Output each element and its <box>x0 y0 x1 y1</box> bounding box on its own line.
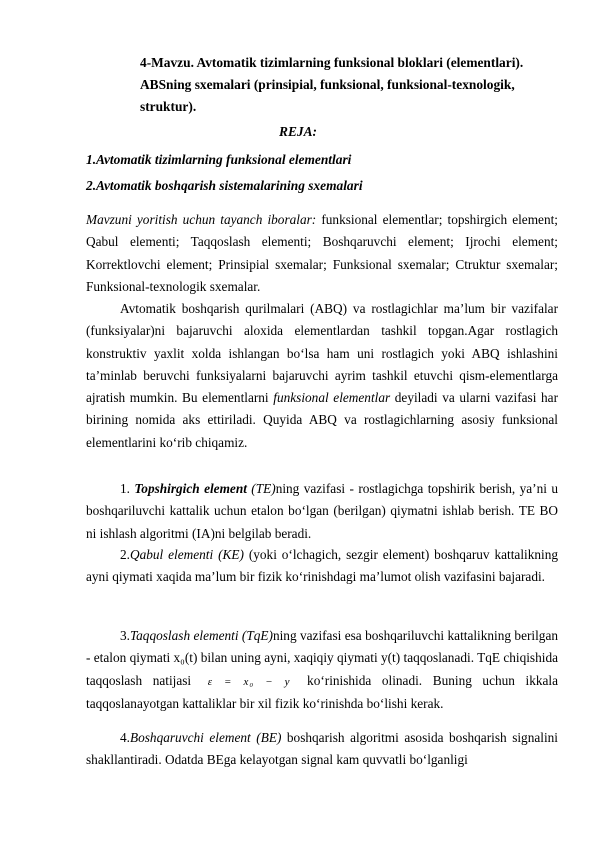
item-1-paragraph <box>86 478 558 545</box>
item-1-name: Topshirgich element <box>134 481 247 496</box>
item-3-paragraph <box>86 625 558 715</box>
item-3-name: Taqqoslash elementi (TqE) <box>129 628 273 643</box>
item-4-text: boshqarish algoritmi asosida boshqarish signalini shakllantiradi. Odatda BEga kelayotgan signal kam quvvatli bo‘lganligi <box>86 730 558 768</box>
plan-heading: REJA: <box>279 124 317 139</box>
item-2-paragraph <box>86 544 558 589</box>
keywords-lead: Mavzuni yoritish uchun tayanch iboralar: <box>86 212 317 227</box>
title-line-3: struktur). <box>140 99 197 114</box>
intro-text-b: deyiladi va ularni vazifasi har birining nomida aks ettiriladi. Quyida ABQ va rostlagichlarning asosiy funksional elementlarini ko‘rib chiqamiz. <box>86 390 558 450</box>
item-1-number: 1. <box>120 481 135 496</box>
item-4-name: Boshqaruvchi element (BE) <box>129 730 282 745</box>
item-3-text-a: ning vazifasi esa boshqariluvchi kattalikning berilgan - etalon qiymati x₀(t) bilan uning ayni, xaqiqiy qiymati y(t) taqqoslanadi. TqE chiqishida taqqoslash natijasi <box>86 628 558 688</box>
item-3-text-b: ko‘rinishida olinadi. Buning uchun ikkala taqqoslanayotgan kattaliklar bir xil fizik ko‘rinishda bo‘lishi kerak. <box>86 672 558 711</box>
item-1-text: ning vazifasi - rostlagichga topshirik berish, ya’ni u boshqariluvchi kattalik uchun etalon bo‘lgan (berilgan) qiymatni ishlab berish. TE BO ni ishlash algoritmi (IA)ni belgilab beradi. <box>86 481 558 541</box>
item-2-text: (yoki o‘lchagich, sezgir element) boshqaruv kattalikning ayni qiymati xaqida ma’lum bir fizik ko‘rinishdagi ma’lumot olish vazifasini bajaradi. <box>86 547 558 585</box>
item-1-abbr: (TE) <box>246 481 276 496</box>
comparison-formula: ε = x₀ − y <box>207 675 291 688</box>
item-2-number: 2. <box>120 547 130 562</box>
intro-emphasis: funksional elementlar <box>273 390 391 406</box>
plan-item-1: 1.Avtomatik tizimlarning funksional elementlari <box>86 152 352 167</box>
intro-paragraph <box>86 298 558 454</box>
title-line-1: 4-Mavzu. Avtomatik tizimlarning funksional bloklari (elementlari). <box>140 55 524 70</box>
item-3-number: 3. <box>120 628 130 643</box>
keywords-text: funksional elementlar; topshirgich element; Qabul elementi; Taqqoslash elementi; Boshqaruvchi element; Ijrochi element; Korrektlovchi element; Prinsipial sxemalar; Funksional sxemalar; Ctruktur sxemalar; Funksional-texnologik sxemalar. <box>86 212 558 294</box>
plan-item-2: 2.Avtomatik boshqarish sistemalarining sxemalari <box>86 178 363 193</box>
lecture-title <box>140 52 560 118</box>
item-2-name: Qabul elementi (KE) <box>129 547 244 562</box>
keywords-paragraph <box>86 209 558 298</box>
intro-text-a: Avtomatik boshqarish qurilmalari (ABQ) va rostlagichlar ma’lum bir vazifalar (funksiyalar)ni bajaruvchi aloxida elementlardan tashkil topgan.Agar rostlagich konstruktiv yaxlit xolda ishlangan bo‘lsa ham uni rostlagich yoki ABQ ishlashini ta’minlab beruvchi funksiyalarni bajaruvchi ayrim tashkil etuvchi qism-elementlarga ajratish mumkin. Bu elementlarni <box>86 301 558 406</box>
title-line-2: ABSning sxemalari (prinsipial, funksional, funksional-texnologik, <box>140 77 515 92</box>
item-4-paragraph <box>86 727 558 772</box>
item-4-number: 4. <box>120 730 130 745</box>
